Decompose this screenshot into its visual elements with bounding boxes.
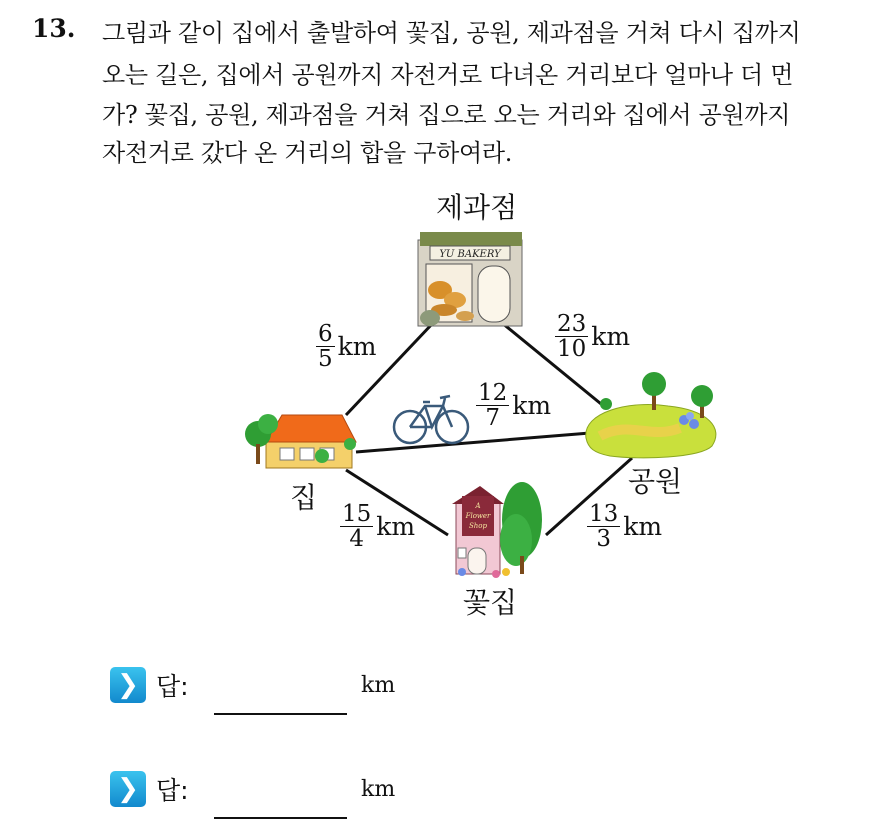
chevron-right-icon: ❯: [110, 667, 146, 703]
road-home-park: [356, 433, 590, 452]
bakery-label: 제과점: [436, 191, 518, 224]
flower-shop-label: 꽃집: [463, 586, 518, 619]
answer-blank-2[interactable]: [214, 817, 347, 819]
flower-shop-illustration: [452, 482, 542, 578]
distance-home-bakery: [316, 322, 377, 371]
fraction: [340, 502, 373, 551]
fraction: [587, 502, 620, 551]
answer-label: 답:: [156, 672, 189, 701]
question-line-2: 오는 길은, 집에서 공원까지 자전거로 다녀온 거리보다 얼마나 더 먼: [102, 61, 794, 89]
answer-blank-1[interactable]: [214, 713, 347, 715]
answer-unit-2: km: [361, 777, 396, 802]
fraction: [476, 381, 509, 430]
flower-sign-line-2: Flower: [465, 512, 491, 520]
flower-sign-line-1: A: [475, 502, 481, 510]
fraction: [555, 312, 588, 361]
park-label: 공원: [628, 465, 683, 498]
denominator: 3: [596, 526, 611, 553]
question-number: 13.: [32, 14, 76, 43]
distance-bakery-park: [555, 312, 630, 361]
answer-row-2: [110, 771, 189, 807]
bakery-illustration: [418, 232, 522, 326]
question-line-3: 가? 꽃집, 공원, 제과점을 거쳐 집으로 오는 거리와 집에서 공원까지: [102, 101, 791, 129]
denominator: 4: [349, 526, 364, 553]
home-illustration: [245, 414, 356, 468]
distance-flower-park: [587, 502, 662, 551]
question-line-1: 그림과 같이 집에서 출발하여 꽃집, 공원, 제과점을 거쳐 다시 집까지: [102, 19, 801, 47]
bakery-sign: YU BAKERY: [439, 249, 501, 260]
answer-unit-1: km: [361, 673, 396, 698]
bicycle-illustration: [394, 396, 468, 443]
unit: km: [591, 322, 631, 352]
distance-home-park: [476, 381, 551, 430]
numerator: 15: [342, 501, 372, 527]
numerator: 23: [557, 311, 587, 337]
unit: km: [623, 512, 663, 542]
park-illustration: [586, 372, 716, 458]
denominator: 7: [485, 405, 500, 432]
fraction: [316, 322, 335, 371]
answer-label: 답:: [156, 776, 189, 805]
unit: km: [512, 391, 552, 421]
unit: km: [337, 332, 377, 362]
answer-row-1: [110, 667, 189, 703]
numerator: 13: [589, 501, 619, 527]
denominator: 10: [557, 336, 587, 363]
unit: km: [376, 512, 416, 542]
numerator: 6: [318, 321, 333, 347]
chevron-right-icon: ❯: [110, 771, 146, 807]
flower-sign-line-3: Shop: [469, 522, 487, 530]
denominator: 5: [318, 346, 333, 373]
question-line-4: 자전거로 갔다 온 거리의 합을 구하여라.: [102, 139, 513, 167]
distance-home-flower: [340, 502, 415, 551]
home-label: 집: [290, 481, 318, 514]
numerator: 12: [478, 380, 508, 406]
